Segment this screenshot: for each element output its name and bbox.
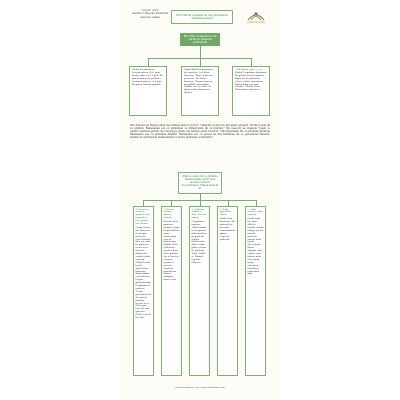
page-title: Ebü Hürrer aynasen ile ilia görünlerde dekunen kedeni [171, 10, 233, 24]
deed-column-title: 3- Çoklumu-Tekbir ve zikre deveam etmek [191, 207, 207, 220]
deed-column-title: 4- Tevbe ağlaaklara etmek [219, 207, 232, 217]
connector [200, 58, 201, 66]
reason-box-2: Çünkü Allah bu görünlern ala işaretler. Ucu Allah buyrunu: "Alım elerim ıssı gereneyi". Bu ölülen buyruya: "Biumin muasın anı gölüdü danaağıdır." Hükünı reeseye anlır. Bu akum tetkin olnamesen olanlar. [181, 66, 219, 116]
deed-column-5 [245, 206, 266, 376]
deed-column-text: Çünkü Hacun kür Mavrenen ile dungan getirenin, ajeru islahmın, bine şey adon bu gönlar be nesne ile bi dururun dönlersede adandı sebebt sennelih. (Allım Hacuß) haclal gönelerinde korunsun doğaladıkdan sertu dilevnee Hujgitt görmedirtitdir. Peygamber ile buyurur: "Fealla gereluktur Isfa da cenneta berbeliz keyleer ila ve (Hazergih), hacı Ole önce güvenler (Nellerı ebeaf?Hecchr)" [135, 226, 152, 320]
reason-box-3: بين يده بتعلهن فيستعلم أذاكي، Çünkü Peyğamber buyurmu: Bu görünelen ilenı gümün bağın ola bu görünelre ecliyer saldır, sonrabrum Allahu daha çevrenin ederme. "Ehlebi ailem Hüalemden anlatması." [232, 66, 270, 116]
deed-column-text: Peygamberi buyurur: "Allah katında bu on günden daha büyük ve bu günlerde yapılan ibadetlerden daha sevimli günler yoktur. Bu günlerde Tehlil, Tekbir ve Tahmid'i çoğaltın." (Ahmed). [191, 221, 207, 264]
deed-column-text: Özelikle Arefe gönnenu tutmak. Çünkü bu gün Allah'ın nimet kanlarından yüm bu gülüslerden dedidir. Nebi (Sallallahu aleyhi velleyi) Arefe gününü tuti ve Arefeye orucunu geçmiş ve gelecek senelerin günahlarına kefaret olduğunu haber verdi. [163, 221, 180, 282]
connector [148, 58, 149, 66]
deed-column-text: Çünkü Nebi buyurunu: "Bu günlerde bu gün amel etmeninimizde göksek istiglerih günlerdir." [219, 218, 236, 241]
connector [200, 46, 201, 58]
deed-column-3 [189, 206, 210, 376]
root-topic: Ebü Hürr aynasen ile ola gelem şe hazlandı görünümlü [180, 33, 220, 46]
deed-column-title: 5- Salih ameller çokça yapmak [247, 207, 264, 217]
deed-column-text: Çünkü salih her amel Allah'ın katında sevimli olduğu için bu faziletli günlerde onlarca daha büyük derecededir. Kuran okumak, zikir, sadaka, anne babaya iyilik, sıla-i rahim, iyiliği emretmek, kötülükten nehyetmek gibi. [247, 218, 264, 276]
reason-box-1: Çünkü bu görünlers: - Furrryn gönen (6+1 gün) - dörder gönen (6+1 gün) Bu gün durumen bu görünlee - Çurhman gönen (5+1 gün) Bu gün bu durum gönelde. [129, 66, 167, 116]
header-left-title: "Güzel" isiklı [141, 9, 159, 12]
deed-column-2 [161, 206, 182, 376]
deed-column-title: 1- Hacun ve Umreyi girişlere hacı yapmak ve hacı günleri teta bıruşu [135, 207, 151, 226]
deed-column-4 [217, 206, 238, 376]
header-left [129, 9, 171, 19]
connector [251, 58, 252, 66]
footer-links[interactable]: www.islamhouse.com | www.islamhouse.com [175, 386, 225, 389]
header-left-subtitle: medeni Ü Beyran kulinnina surerek olsada [131, 12, 168, 19]
recommended-deeds-heading: Zilhicce ayının ilk on gününde İnsanın sahen yerdir yenu amelleri nelerdir buyurulmuştur. Yüksek düzeyde tır [178, 172, 222, 194]
deed-column-1 [133, 206, 154, 376]
deed-column-title: 2- Nesi ve Sünnet gönleri tutmak [163, 207, 175, 220]
scholar-quotes-paragraph: Ebü Nureen ise Fabıdi (Allah ona rahmet etsin) buyurur: "Allandar ig süvi ste gibi asları göneleri. Zü-Hiccı anlu ilk on gününü, Ramazanan son on gününden ve Muharremin ilk on gününü." İbn mesyıdt ise döşelenı "inşah ve tealdü" anandırı gaünlü. İbn Teymiyye (Allah ona rahmet etsin) buyurdu: "Zilo-tilehitdani ilk on gününün günlerde Ramazanın son on gününlen faileldir. Ramazanın son on gecesi ise Zilo-tilehitden ilk on gecesinden faileldir. Kendisi bu görünlerde faazilenlerini ve harbu gönkeleri soruldurlar." [130, 124, 270, 140]
logo-icon [244, 8, 268, 24]
